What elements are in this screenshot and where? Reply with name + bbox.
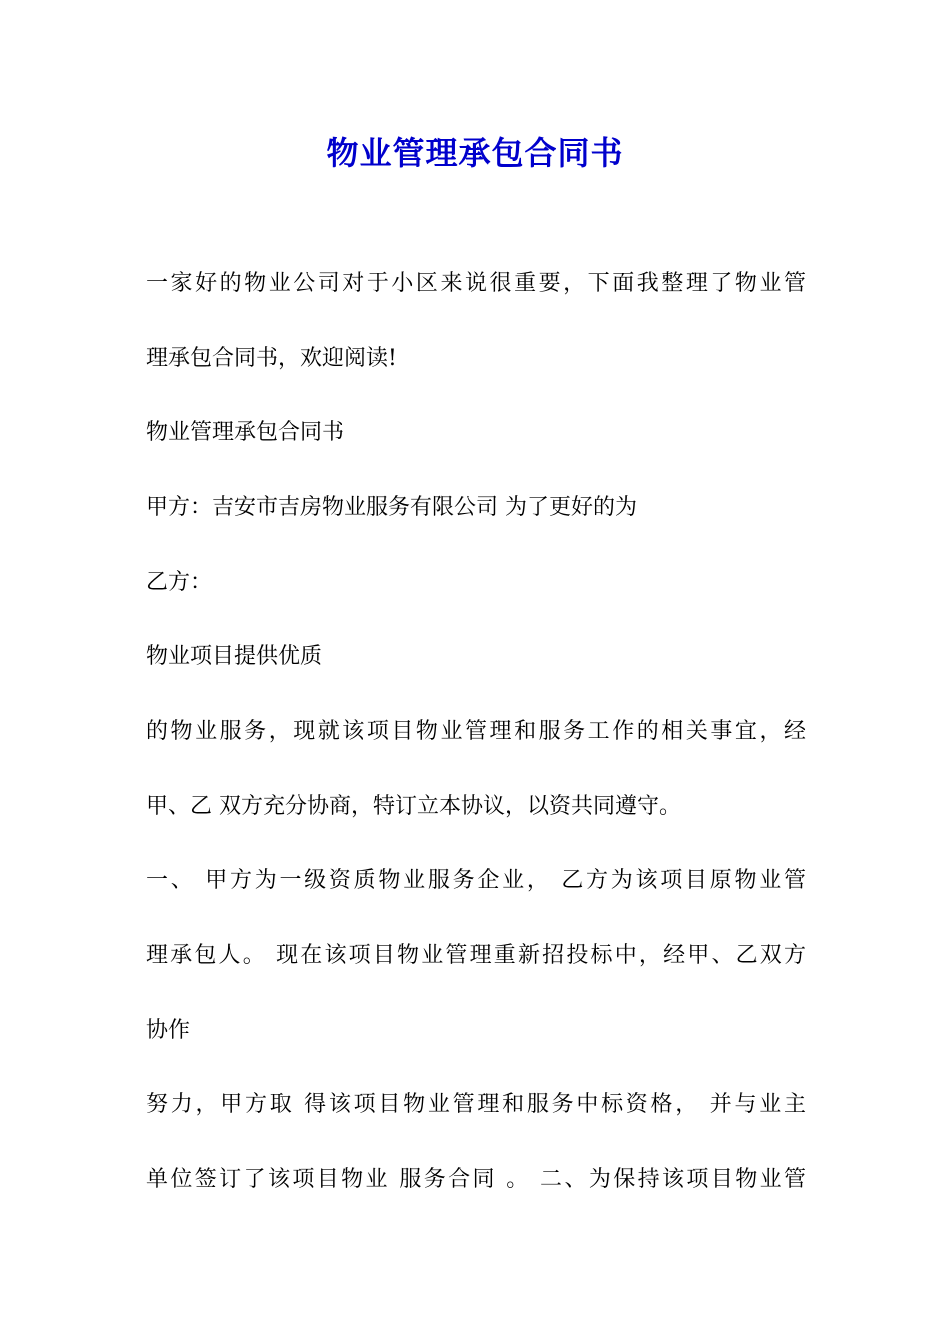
- paragraph-line-1: 一家好的物业公司对于小区来说很重要，下面我整理了物业管: [146, 271, 806, 296]
- paragraph-line-10: 理承包人。 现在该项目物业管理重新招投标中，经甲、乙双方: [146, 943, 806, 968]
- document-title: 物业管理承包合同书: [326, 134, 624, 172]
- paragraph-line-13: 单位签订了该项目物业 服务合同 。 二、为保持该项目物业管: [146, 1167, 806, 1192]
- paragraph-line-4: 甲方：吉安市吉房物业服务有限公司 为了更好的为: [146, 495, 637, 520]
- paragraph-line-5: 乙方：: [146, 570, 213, 595]
- paragraph-line-12: 努力，甲方取 得该项目物业管理和服务中标资格， 并与业主: [146, 1092, 806, 1117]
- paragraph-line-11: 协作: [146, 1018, 191, 1043]
- paragraph-line-2: 理承包合同书，欢迎阅读!: [146, 346, 397, 371]
- paragraph-line-7: 的物业服务，现就该项目物业管理和服务工作的相关事宜，经: [146, 719, 806, 744]
- paragraph-line-6: 物业项目提供优质: [146, 644, 323, 669]
- paragraph-line-9: 一、 甲方为一级资质物业服务企业， 乙方为该项目原物业管: [146, 868, 806, 893]
- paragraph-line-3: 物业管理承包合同书: [146, 420, 345, 445]
- paragraph-line-8: 甲、乙 双方充分协商，特订立本协议，以资共同遵守。: [146, 794, 681, 819]
